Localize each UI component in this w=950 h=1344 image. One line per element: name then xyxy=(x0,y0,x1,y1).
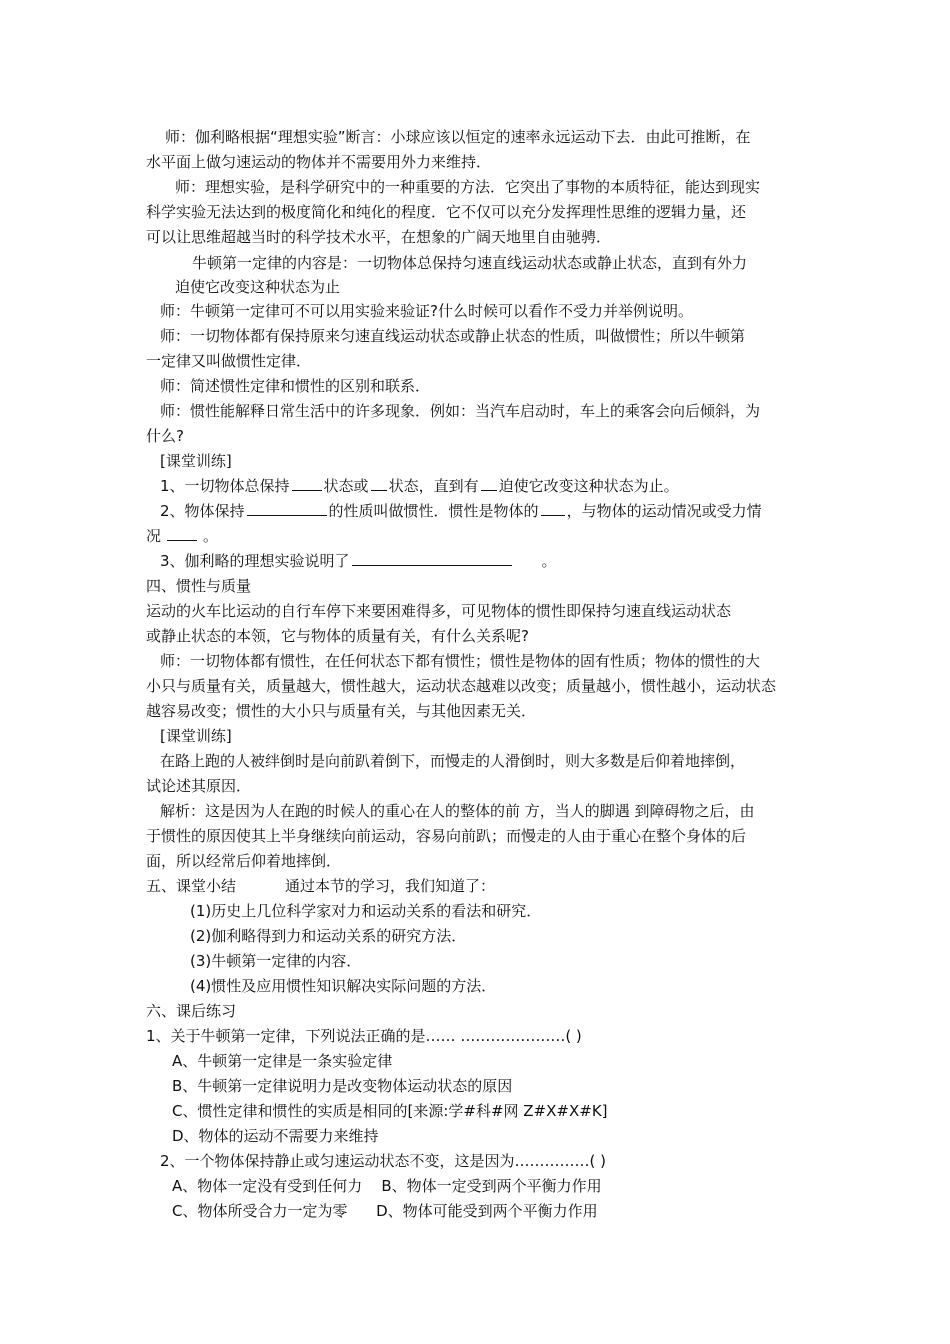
paragraph-line: 师：牛顿第一定律可不可以用实验来验证?什么时候可以看作不受力并举例说明。 xyxy=(160,302,693,320)
practice-heading: [课堂训练] xyxy=(160,452,232,470)
paragraph-line: 师：伽利略根据“理想实验”断言：小球应该以恒定的速率永远运动下去．由此可推断，在 xyxy=(165,128,751,146)
paragraph-line: 师：一切物体都有惯性，在任何状态下都有惯性；惯性是物体的固有性质；物体的惯性的大 xyxy=(160,652,761,670)
paragraph-line: 师：一切物体都有保持原来匀速直线运动状态或静止状态的性质，叫做惯性；所以牛顿第 xyxy=(160,327,746,345)
paragraph-line: 运动的火车比运动的自行车停下来要困难得多，可见物体的惯性即保持匀速直线运动状态 xyxy=(146,602,732,620)
section-heading: 四、惯性与质量 xyxy=(146,577,252,595)
section-heading: 五、课堂小结 xyxy=(146,877,237,895)
exercise-question: 1、关于牛顿第一定律，下列说法正确的是…… …………………( ) xyxy=(146,1027,582,1045)
exercise-question: 2、一个物体保持静止或匀速运动状态不变，这是因为……………( ) xyxy=(160,1152,607,1170)
paragraph-line: 什么? xyxy=(146,427,184,445)
question-2-cont xyxy=(146,525,218,547)
paragraph-line: 小只与质量有关，质量越大，惯性越大，运动状态越难以改变；质量越小，惯性越小，运动状态 xyxy=(146,677,777,695)
question-text: ，与物体的运动情况或受力情 xyxy=(566,502,762,520)
exercise-option[interactable]: C、惯性定律和惯性的实质是相同的[来源:学#科#网 Z#X#X#K] xyxy=(172,1102,608,1120)
paragraph-line: 水平面上做匀速运动的物体并不需要用外力来维持． xyxy=(146,153,492,171)
question-text: 2、物体保持 xyxy=(160,502,245,520)
paragraph-line: 解析：这是因为人在跑的时候人的重心在人的整体的前 方，当人的脚遇 到障碍物之后，由 xyxy=(160,802,755,820)
question-text: 状态，直到有 xyxy=(388,477,479,495)
answer-blank[interactable] xyxy=(352,550,512,566)
practice-heading: [课堂训练] xyxy=(160,727,232,745)
paragraph-line: 越容易改变；惯性的大小只与质量有关，与其他因素无关． xyxy=(146,702,537,720)
summary-intro: 通过本节的学习，我们知道了： xyxy=(285,877,496,895)
section-heading: 六、课后练习 xyxy=(146,1002,237,1020)
paragraph-line: 或静止状态的本领，它与物体的质量有关，有什么关系呢? xyxy=(146,627,529,645)
summary-item: (2)伽利略得到力和运动关系的研究方法． xyxy=(190,927,467,945)
question-text: 3、伽利略的理想实验说明了 xyxy=(160,552,350,570)
exercise-option[interactable]: D、物体的运动不需要力来维持 xyxy=(172,1127,379,1145)
answer-blank[interactable] xyxy=(247,500,327,516)
question-text: 迫使它改变这种状态为止。 xyxy=(498,477,679,495)
question-text: 状态或 xyxy=(323,477,369,495)
question-text: 的性质叫做惯性．惯性是物体的 xyxy=(328,502,539,520)
answer-blank[interactable] xyxy=(167,525,197,541)
paragraph-line: 师：理想实验，是科学研究中的一种重要的方法．它突出了事物的本质特征，能达到现实 xyxy=(175,178,761,196)
question-text: 况 xyxy=(146,527,162,545)
answer-blank[interactable] xyxy=(541,500,565,516)
question-text: 。 xyxy=(203,527,219,545)
question-text: 。 xyxy=(541,552,557,570)
answer-blank[interactable] xyxy=(371,475,387,491)
summary-item: (4)惯性及应用惯性知识解决实际问题的方法． xyxy=(190,977,497,995)
paragraph-line: 科学实验无法达到的极度简化和纯化的程度．它不仅可以充分发挥理性思维的逻辑力量，还 xyxy=(146,203,747,221)
exercise-option[interactable]: B、牛顿第一定律说明力是改变物体运动状态的原因 xyxy=(172,1077,513,1095)
answer-blank[interactable] xyxy=(481,475,497,491)
exercise-option[interactable]: C、物体所受合力一定为零 D、物体可能受到两个平衡力作用 xyxy=(172,1202,598,1220)
paragraph-line: 迫使它改变这种状态为止 xyxy=(175,278,341,296)
summary-item: (1)历史上几位科学家对力和运动关系的看法和研究． xyxy=(190,902,542,920)
exercise-option[interactable]: A、物体一定没有受到任何力 B、物体一定受到两个平衡力作用 xyxy=(172,1177,602,1195)
question-3 xyxy=(160,550,557,572)
answer-blank[interactable] xyxy=(292,475,322,491)
question-text: 1、一切物体总保持 xyxy=(160,477,290,495)
paragraph-line: 面，所以经常后仰着地摔倒． xyxy=(146,852,342,870)
summary-item: (3)牛顿第一定律的内容． xyxy=(190,952,362,970)
paragraph-line: 师：简述惯性定律和惯性的区别和联系． xyxy=(160,377,431,395)
paragraph-line: 一定律又叫做惯性定律． xyxy=(146,352,312,370)
paragraph-line: 师：惯性能解释日常生活中的许多现象．例如：当汽车启动时，车上的乘客会向后倾斜，为 xyxy=(160,402,761,420)
question-1 xyxy=(160,475,679,497)
exercise-option[interactable]: A、牛顿第一定律是一条实验定律 xyxy=(172,1052,393,1070)
paragraph-line: 可以让思维超越当时的科学技术水平，在想象的广阔天地里自由驰骋． xyxy=(146,228,612,246)
question-2 xyxy=(160,500,762,522)
paragraph-line: 牛顿第一定律的内容是：一切物体总保持匀速直线运动状态或静止状态，直到有外力 xyxy=(192,254,748,272)
paragraph-line: 在路上跑的人被绊倒时是向前趴着倒下，而慢走的人滑倒时，则大多数是后仰着地摔倒， xyxy=(160,752,746,770)
paragraph-line: 于惯性的原因使其上半身继续向前运动，容易向前趴；而慢走的人由于重心在整个身体的后 xyxy=(146,827,747,845)
paragraph-line: 试论述其原因． xyxy=(146,777,252,795)
